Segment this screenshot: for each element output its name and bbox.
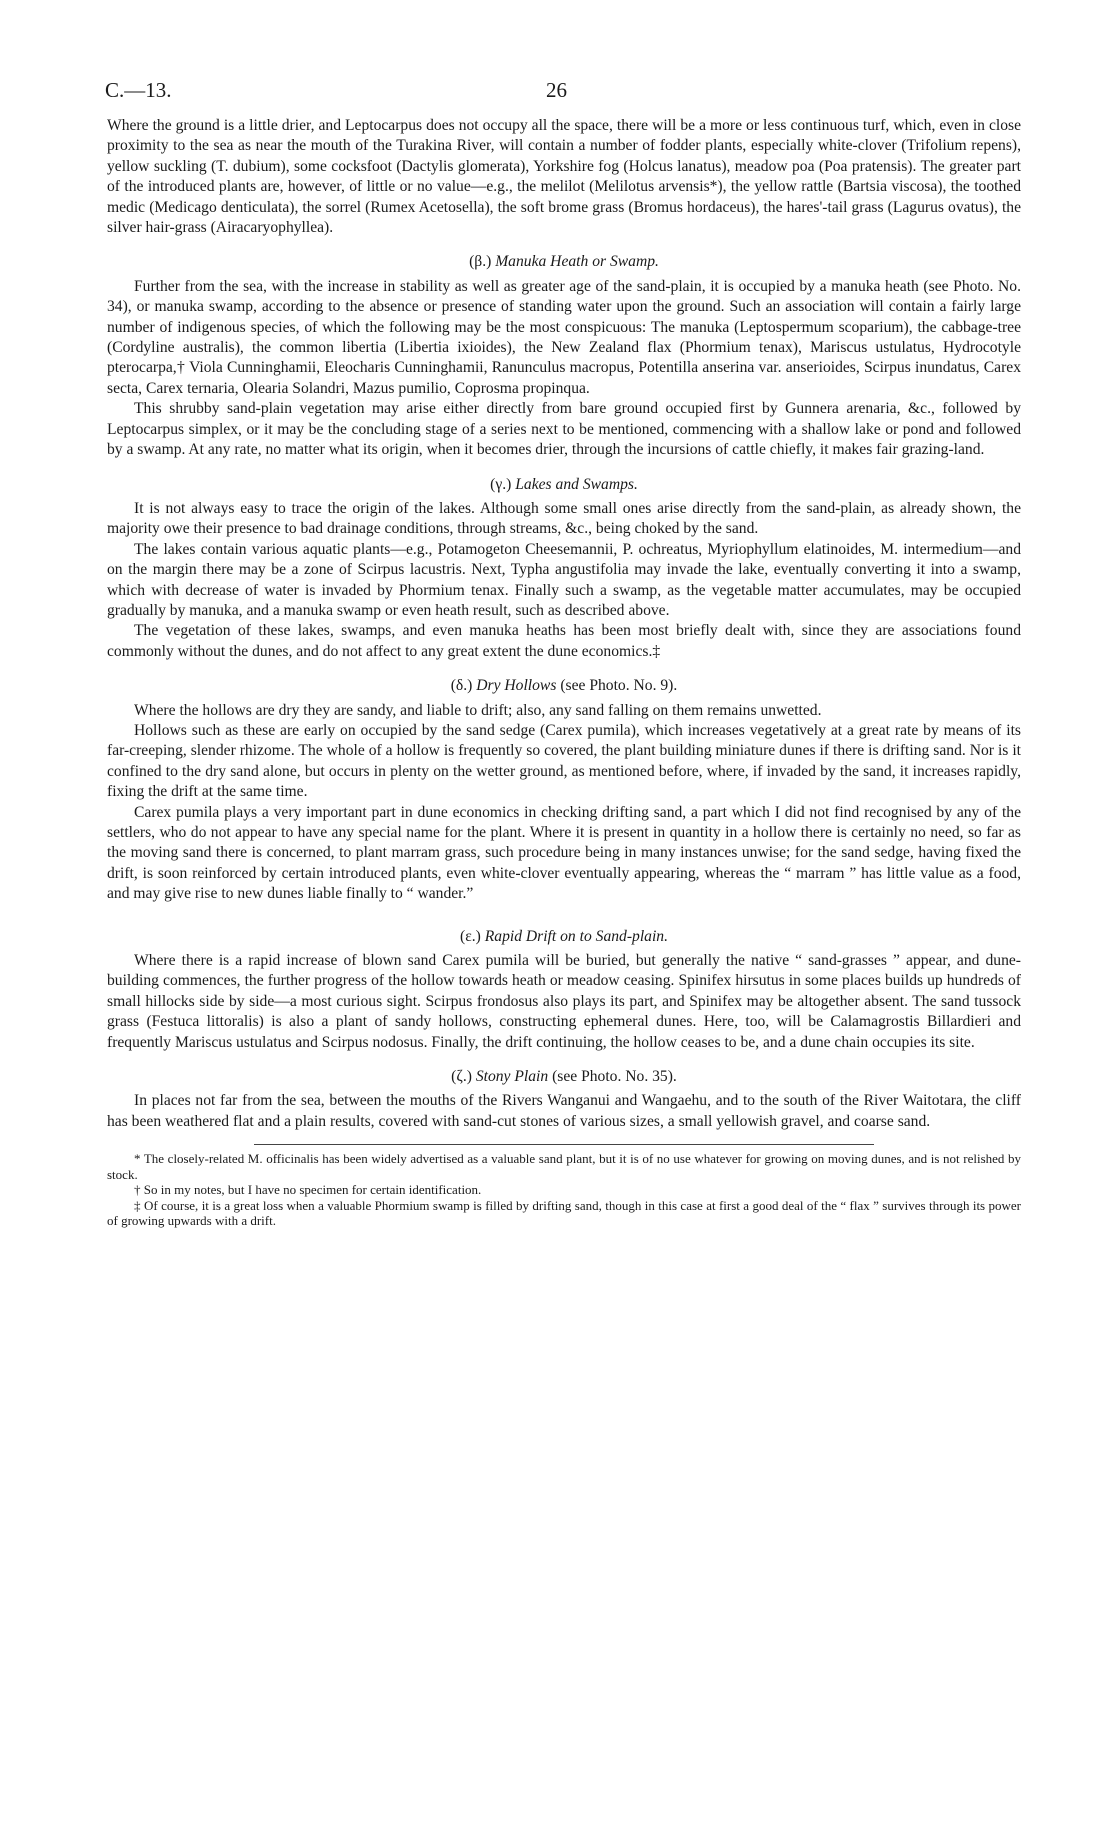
paragraph: Where there is a rapid increase of blown sand Carex pumila will be buried, but generally the native “ sand-grasses ” appear, and dune-building commences, the further progress of the hollow towards heath or meadow ceasing. Spinifex hirsutus in some places builds up hundreds of small hillocks side by side—a most curious sight. Scirpus frondosus also plays its part, and Spinifex may be altogether absent. The sand tussock grass (Festuca littoralis) is also a plant of sandy hollows, constructing ephemeral dunes. Here, too, will be Calamagrostis Billardieri and frequently Mariscus ustulatus and Scirpus nodosus. Finally, the drift continuing, the hollow ceases to be, and a dune chain occupies its site. bbox=[107, 952, 1021, 1051]
section-label: (δ.) bbox=[450, 677, 473, 695]
section-label: (ζ.) bbox=[451, 1068, 472, 1086]
section-heading-beta bbox=[107, 252, 1021, 272]
footnote: * The closely-related M. officinalis has been widely advertised as a valuable sand plant, but it is of no use whatever for growing on moving dunes, and is not relished by stock. bbox=[107, 1151, 1021, 1182]
page-number: 26 bbox=[546, 78, 567, 102]
section-heading-gamma bbox=[107, 475, 1021, 495]
section-suffix: (see Photo. No. 9). bbox=[560, 677, 678, 695]
page-body bbox=[107, 116, 1021, 1229]
section-label: (ε.) bbox=[460, 927, 481, 945]
paragraph: Further from the sea, with the increase in stability as well as greater age of the sand-plain, it is occupied by a manuka heath (see Photo. No. 34), or manuka swamp, according to the absence or presence of standing water upon the ground. Such an association will contain a fairly large number of indigenous species, of which the following may be the most conspicuous: The manuka (Leptospermum scoparium), the cabbage-tree (Cordyline australis), the common libertia (Libertia ixioides), the New Zealand flax (Phormium tenax), Mariscus ustulatus, Hydrocotyle pterocarpa,† Viola Cunninghamii, Eleocharis Cunninghamii, Ranunculus macropus, Potentilla anserina var. anserioides, Scirpus inundatus, Carex secta, Carex ternaria, Olearia Solandri, Mazus pumilio, Coprosma propinqua. bbox=[107, 277, 1021, 397]
section-title: Manuka Heath or Swamp. bbox=[495, 253, 659, 271]
paragraph: Hollows such as these are early on occupied by the sand sedge (Carex pumila), which increases vegetatively at a great rate by means of its far-creeping, slender rhizome. The whole of a hollow is frequently so covered, the plant building miniature dunes if there is drifting sand. Nor is it confined to the dry sand alone, but occurs in plenty on the wetter ground, as mentioned before, where, if invaded by the sand, it increases rapidly, fixing the drift at the same time. bbox=[107, 721, 1021, 801]
paragraph: Where the ground is a little drier, and Leptocarpus does not occupy all the space, there will be a more or less continuous turf, which, even in close proximity to the sea as near the mouth of the Turakina River, will contain a number of fodder plants, especially white-clover (Trifolium repens), yellow suckling (T. dubium), some cocksfoot (Dactylis glomerata), Yorkshire fog (Holcus lanatus), meadow poa (Poa pratensis). The greater part of the introduced plants are, however, of little or no value—e.g., the melilot (Melilotus arvensis*), the yellow rattle (Bartsia viscosa), the toothed medic (Medicago denticulata), the sorrel (Rumex Acetosella), the soft brome grass (Bromus hordaceus), the hares'-tail grass (Lagurus ovatus), the silver hair-grass (Airacaryophyllea). bbox=[107, 117, 1021, 237]
section-label: (β.) bbox=[469, 253, 492, 271]
footnote: † So in my notes, but I have no specimen for certain identification. bbox=[134, 1182, 482, 1198]
section-title: Stony Plain bbox=[475, 1068, 549, 1086]
section-title: Rapid Drift on to Sand-plain. bbox=[484, 927, 668, 945]
section-label: (γ.) bbox=[490, 475, 512, 493]
section-intro bbox=[107, 116, 1021, 238]
paragraph: In places not far from the sea, between the mouths of the Rivers Wanganui and Wangaehu, and to the south of the River Waitotara, the cliff has been weathered flat and a plain results, covered with sand-cut stones of various sizes, a small yellowish gravel, and coarse sand. bbox=[107, 1092, 1021, 1130]
section-heading-delta bbox=[107, 676, 1021, 696]
section-heading-epsilon bbox=[107, 927, 1021, 947]
footnote: ‡ Of course, it is a great loss when a valuable Phormium swamp is filled by drifting sand, though in this case at first a good deal of the “ flax ” survives through its power of growing upwards with a drift. bbox=[107, 1197, 1021, 1229]
paragraph: The lakes contain various aquatic plants—e.g., Potamogeton Cheesemannii, P. ochreatus, Myriophyllum elatinoides, M. intermedium—and on the margin there may be a zone of Scirpus lacustris. Next, Typha angustifolia may invade the lake, eventually converting it into a swamp, which with decrease of water is invaded by Phormium tenax. Finally such a swamp, as the vegetable matter accumulates, may be occupied gradually by manuka, and a manuka swamp or even heath result, such as described above. bbox=[107, 540, 1021, 619]
paragraph: The vegetation of these lakes, swamps, and even manuka heaths has been most briefly dealt with, since they are associations found commonly without the dunes, and do not affect to any great extent the dune economics.‡ bbox=[107, 622, 1021, 660]
paragraph: Carex pumila plays a very important part in dune economics in checking drifting sand, a part which I did not find recognised by any of the settlers, who do not appear to have any special name for the plant. Where it is present in quantity in a hollow there is certainly no need, so far as the moving sand there is concerned, to plant marram grass, such procedure being in many instances unwise; for the sand sedge, having fixed the drift, is soon reinforced by certain introduced plants, even white-clover eventually appearing, whereas the “ marram ” has little value as a food, and may give rise to new dunes liable finally to “ wander.” bbox=[107, 803, 1021, 903]
section-title: Lakes and Swamps. bbox=[515, 475, 638, 493]
report-code: C.—13. bbox=[105, 78, 172, 102]
paragraph: It is not always easy to trace the origin of the lakes. Although some small ones arise directly from the sand-plain, as already shown, the majority owe their presence to bad drainage conditions, through streams, &c., being choked by the sand. bbox=[107, 499, 1021, 538]
section-suffix: (see Photo. No. 35). bbox=[552, 1068, 677, 1086]
footnote-divider bbox=[254, 1144, 874, 1145]
section-heading-zeta bbox=[107, 1067, 1021, 1087]
paragraph: This shrubby sand-plain vegetation may arise either directly from bare ground occupied first by Gunnera arenaria, &c., followed by Leptocarpus simplex, or it may be the concluding stage of a series next to be mentioned, commencing with a shallow lake or pond and followed by a swamp. At any rate, no matter what its origin, when it becomes drier, through the incursions of cattle chiefly, it makes fair grazing-land. bbox=[107, 400, 1021, 459]
section-title: Dry Hollows bbox=[476, 677, 557, 695]
paragraph: Where the hollows are dry they are sandy, and liable to drift; also, any sand falling on them remains unwetted. bbox=[134, 701, 822, 719]
